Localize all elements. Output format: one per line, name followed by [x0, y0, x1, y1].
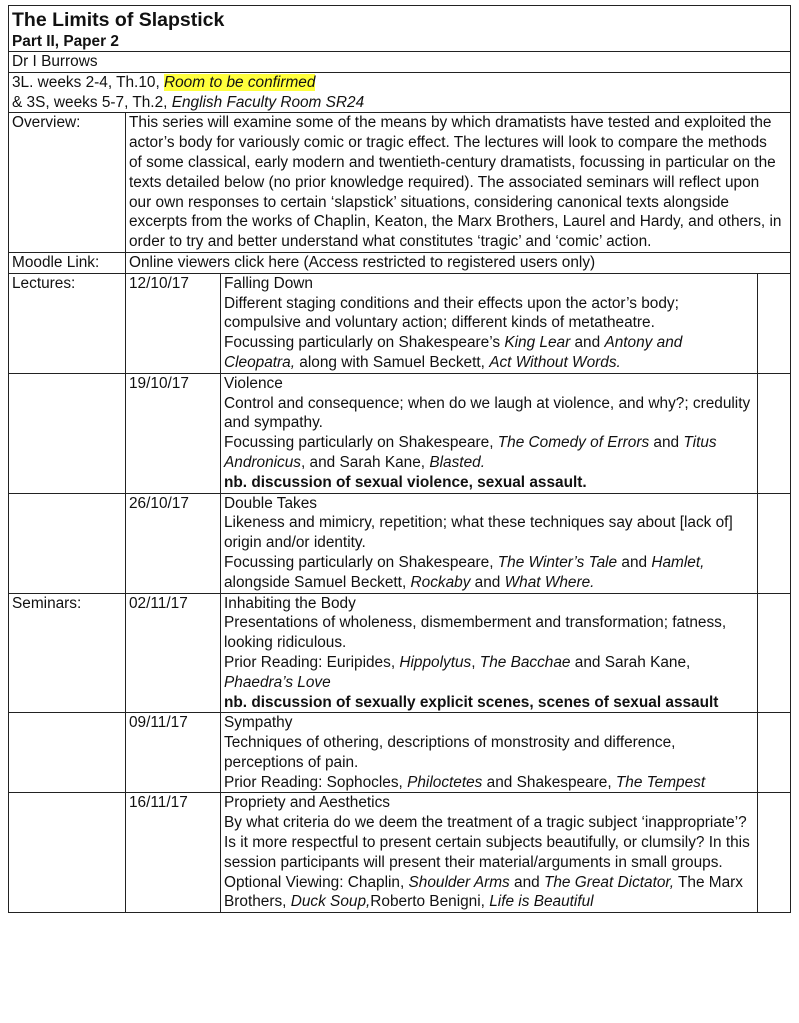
moodle-link[interactable]: Online viewers click here (Access restricted to registered users only) [129, 253, 596, 271]
seminar-row [9, 593, 791, 713]
seminars-label: Seminars: [9, 593, 126, 713]
seminar-reading: Prior Reading: Sophocles, Philoctetes and Shakespeare, The Tempest [224, 773, 706, 791]
empty-cell [757, 793, 790, 913]
lecture-date: 26/10/17 [126, 493, 221, 593]
lecture-description: Likeness and mimicry, repetition; what these techniques say about [lack of] origin and/or identity. [224, 514, 733, 552]
lecture-description: Control and consequence; when do we laugh at violence, and why?; credulity and sympathy. [224, 394, 751, 432]
seminar-date: 02/11/17 [126, 593, 221, 713]
seminar-title: Sympathy [224, 714, 293, 732]
lecturer-row [9, 52, 791, 73]
title-row [9, 6, 791, 52]
seminar-row [9, 793, 791, 913]
schedule-row [9, 72, 791, 113]
empty-cell [757, 373, 790, 493]
seminar-description: Presentations of wholeness, dismemberment and transformation; fatness, looking ridiculous. [224, 614, 727, 652]
paper-subtitle: Part II, Paper 2 [12, 33, 119, 50]
lecture-focus: Focussing particularly on Shakespeare, The Comedy of Errors and Titus Andronicus, and Sarah Kane, Blasted. [224, 434, 717, 471]
overview-text: This series will examine some of the means by which dramatists have tested and exploited the actor’s body for variously comic or tragic effect. The lectures will look to compare the methods of some classical, early modern and twentieth-century dramatists, focussing in particular on the texts detailed below (no prior knowledge required). The associated seminars will reflect upon our own responses to certain ‘slapstick’ situations, considering canonical texts alongside excerpts from the works of Chaplin, Keaton, the Marx Brothers, Laurel and Hardy, and others, in order to try and better understand what constitutes ‘tragic’ and ‘comic’ action. [129, 114, 782, 251]
seminar-viewing: Optional Viewing: Chaplin, Shoulder Arms and The Great Dictator, The Marx Brothers, Duck Soup,Roberto Benigni, Life is Beautiful [224, 873, 743, 911]
lecture-row [9, 493, 791, 593]
lecture-focus: Focussing particularly on Shakespeare, The Winter’s Tale and Hamlet, alongside Samuel Beckett, Rockaby and What Where. [224, 553, 705, 591]
lecture-row [9, 273, 791, 373]
course-document [8, 5, 791, 913]
moodle-label: Moodle Link: [9, 252, 126, 273]
room-to-be-confirmed-highlight: Room to be confirmed [164, 73, 316, 91]
empty-label-cell [9, 373, 126, 493]
seminar-date: 09/11/17 [126, 713, 221, 793]
empty-label-cell [9, 713, 126, 793]
course-table [8, 5, 791, 913]
overview-row [9, 113, 791, 253]
lecture-date: 12/10/17 [126, 273, 221, 373]
seminar-row [9, 713, 791, 793]
lecture-title: Double Takes [224, 494, 317, 512]
seminar-title: Inhabiting the Body [224, 594, 356, 612]
schedule-line-lectures: 3L. weeks 2-4, Th.10, Room to be confirmed [12, 73, 316, 91]
seminar-description: Techniques of othering, descriptions of monstrosity and difference, perceptions of pain. [224, 734, 676, 771]
lecture-title: Falling Down [224, 274, 313, 292]
empty-label-cell [9, 793, 126, 913]
moodle-row [9, 252, 791, 273]
empty-cell [757, 593, 790, 713]
course-title: The Limits of Slapstick [12, 9, 225, 31]
empty-cell [757, 273, 790, 373]
lecture-row [9, 373, 791, 493]
overview-label: Overview: [9, 113, 126, 253]
schedule-line-seminars: & 3S, weeks 5-7, Th.2, English Faculty Room SR24 [12, 93, 365, 111]
empty-cell [757, 493, 790, 593]
lecture-title: Violence [224, 374, 283, 392]
empty-label-cell [9, 493, 126, 593]
lecture-date: 19/10/17 [126, 373, 221, 493]
seminar-description: By what criteria do we deem the treatment of a tragic subject ‘inappropriate’? Is it more respectful to present certain subjects beautifully, or clumsily? In this session participants will present their material/arguments in small groups. [224, 814, 750, 871]
content-warning: nb. discussion of sexual violence, sexual assault. [224, 473, 587, 491]
lecturer-name: Dr I Burrows [12, 53, 98, 70]
seminar-reading: Prior Reading: Euripides, Hippolytus, The Bacchae and Sarah Kane, Phaedra’s Love [224, 653, 691, 691]
lecture-focus: Focussing particularly on Shakespeare’s King Lear and Antony and Cleopatra, along with Samuel Beckett, Act Without Words. [224, 334, 683, 371]
seminar-room: English Faculty Room SR24 [171, 93, 365, 111]
lectures-label: Lectures: [9, 273, 126, 373]
seminar-title: Propriety and Aesthetics [224, 794, 390, 812]
seminar-date: 16/11/17 [126, 793, 221, 913]
lecture-description: Different staging conditions and their effects upon the actor’s body; compulsive and voluntary action; different kinds of metatheatre. [224, 294, 679, 332]
content-warning: nb. discussion of sexually explicit scenes, scenes of sexual assault [224, 693, 719, 711]
empty-cell [757, 713, 790, 793]
